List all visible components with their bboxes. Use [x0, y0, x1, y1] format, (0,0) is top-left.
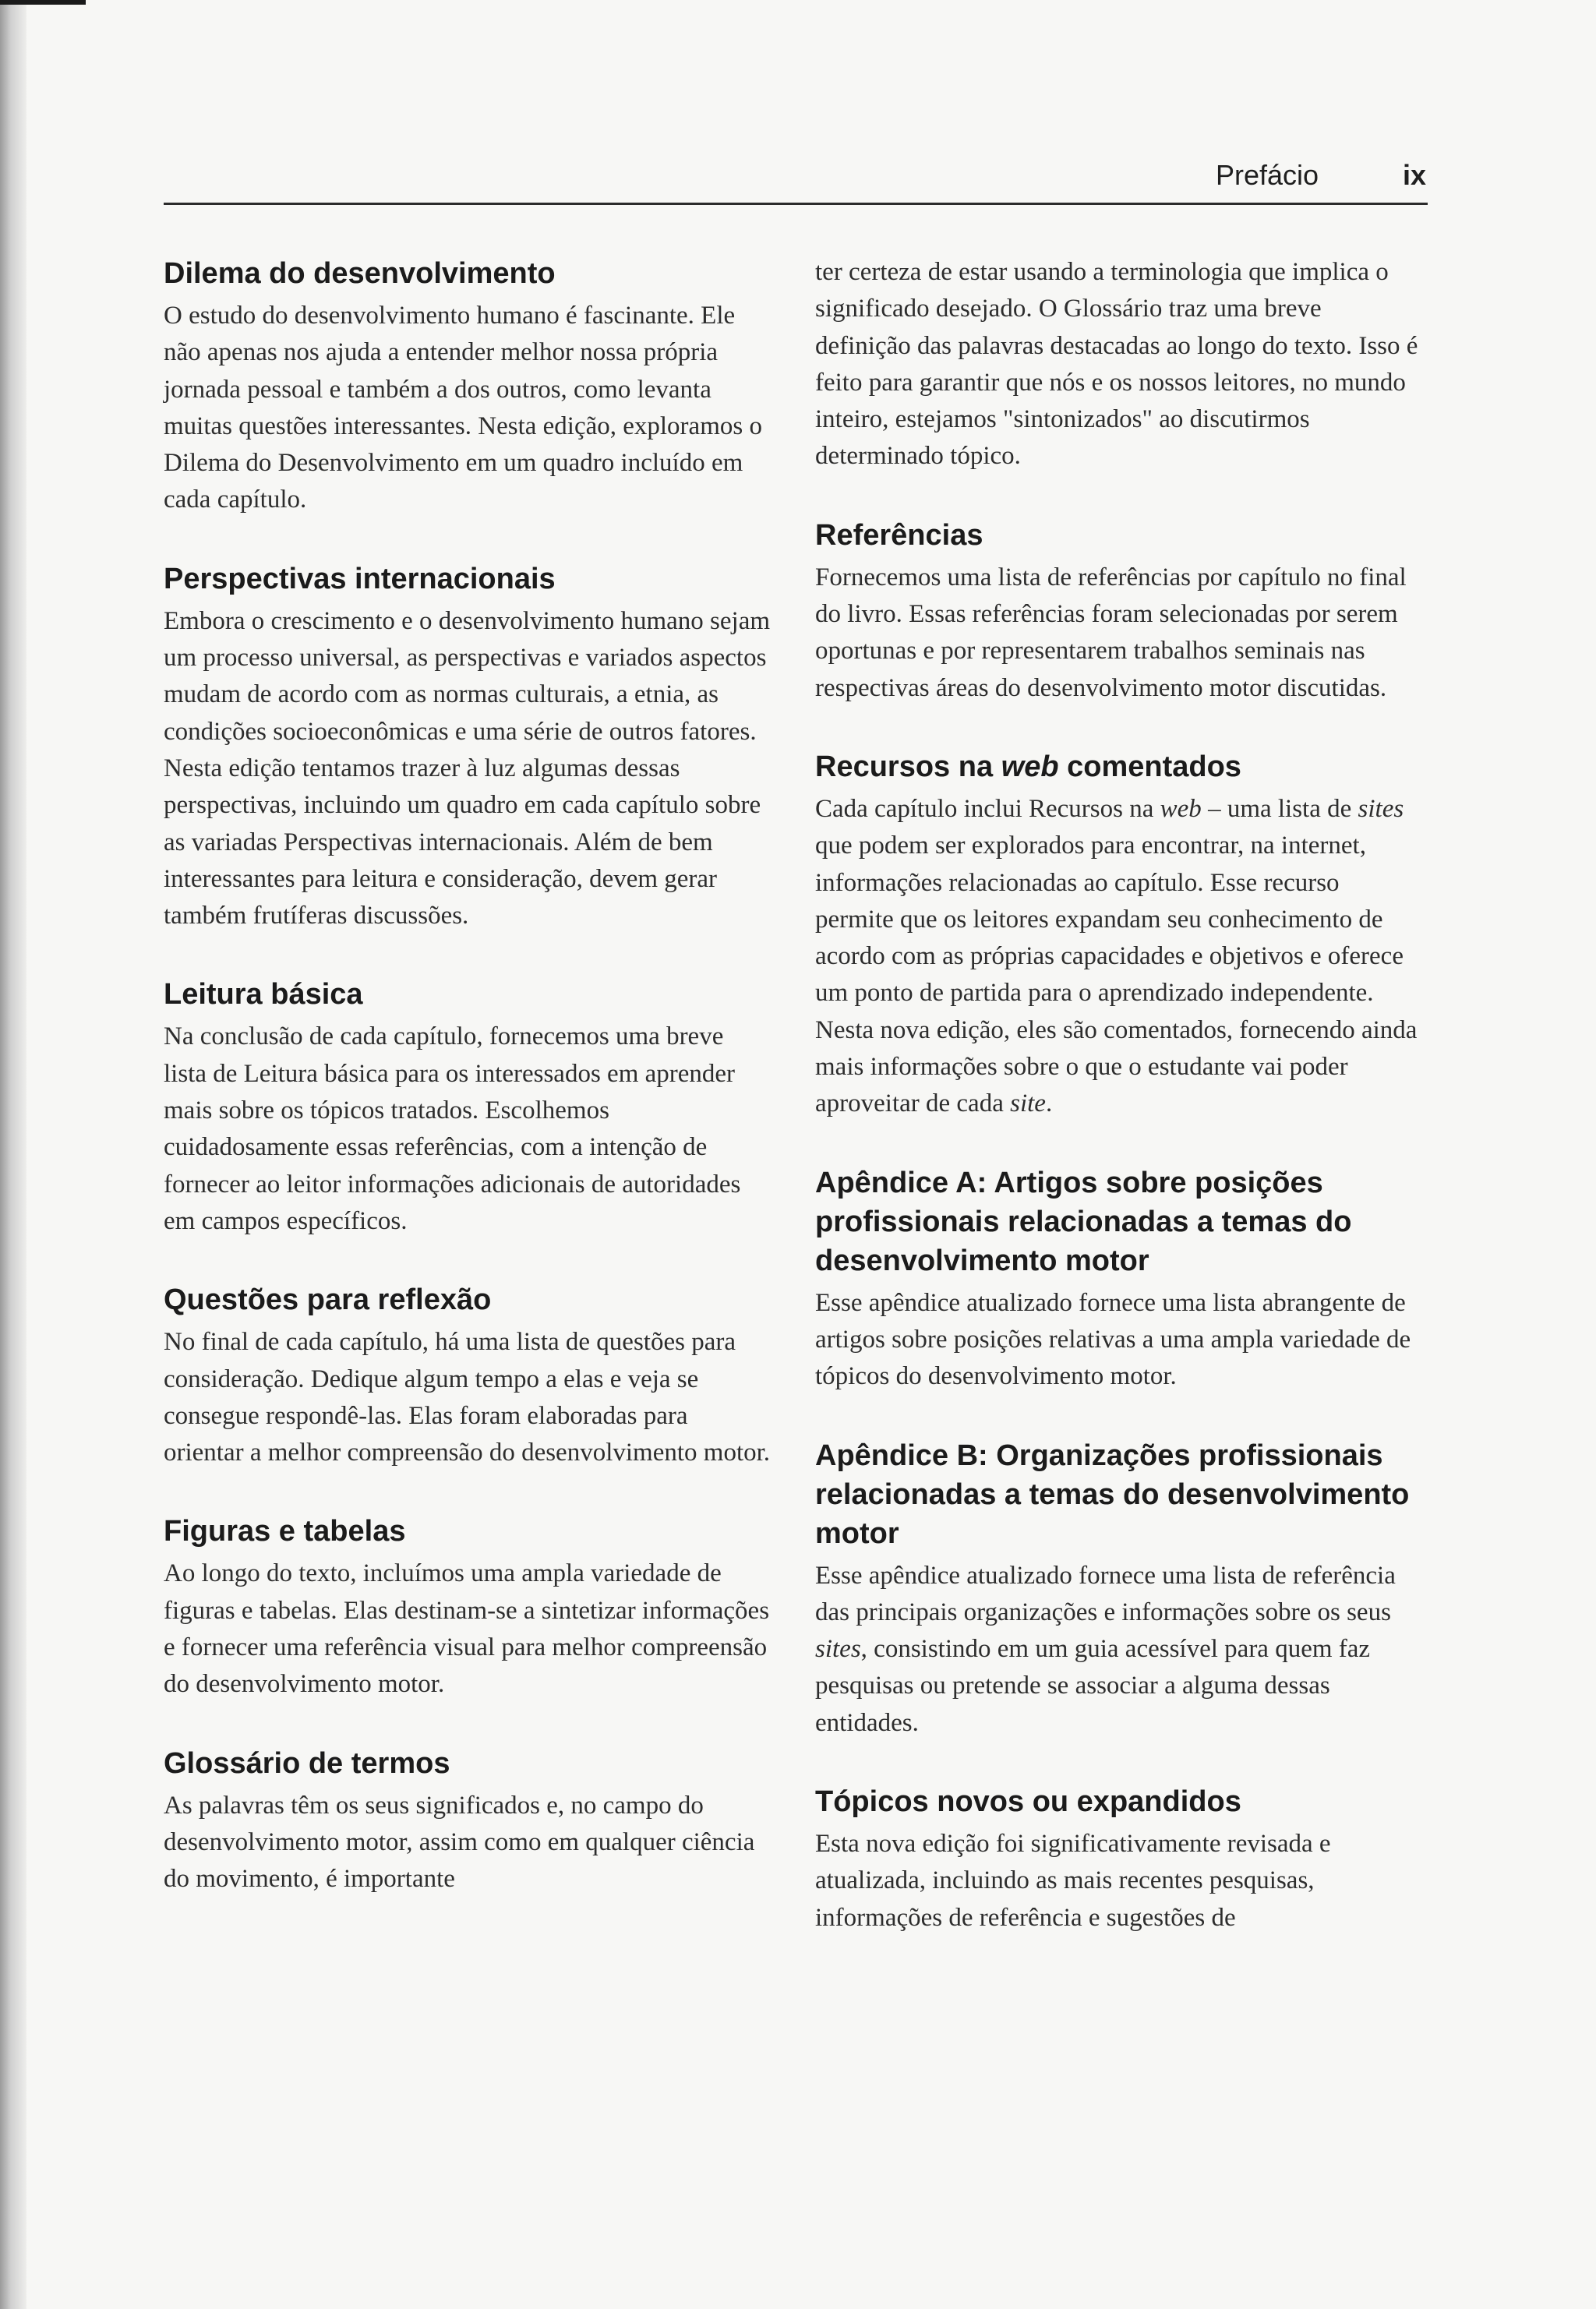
section-heading: Referências [815, 518, 983, 552]
text-part: . [1045, 1089, 1053, 1118]
text-emphasis: site [1010, 1089, 1046, 1118]
left-column [164, 254, 772, 1898]
section-figuras [164, 1512, 772, 1703]
section-text: Ao longo do texto, incluímos uma ampla variedade de figuras e tabelas. Elas destinam-se a sintetizar informações e fornecer uma referência visual para melhor compreensão do desenvolvimento motor. [164, 1559, 770, 1699]
scan-corner-mark [0, 0, 86, 5]
section-heading: Dilema do desenvolvimento [164, 257, 556, 290]
text-part: Esse apêndice atualizado fornece uma lista de referência das principais organizações e informações sobre os seus [815, 1561, 1396, 1626]
text-part: Cada capítulo inclui Recursos na [815, 794, 1160, 823]
section-referencias [815, 516, 1423, 707]
running-head [1216, 159, 1426, 198]
section-heading: Leitura básica [164, 978, 363, 1012]
right-column [815, 254, 1423, 1937]
scan-shadow-edge [0, 0, 26, 2309]
section-glossario [164, 1744, 772, 1898]
section-apendice-a [815, 1163, 1423, 1396]
continuation-text: ter certeza de estar usando a terminologia que implica o significado desejado. O Glossário traz uma breve definição das palavras destacadas ao longo do texto. Isso é feito para garantir que nós e os nossos leitores, no mundo inteiro, estejamos "sintonizados" ao discutirmos determinado tópico. [815, 258, 1418, 471]
text-part: que podem ser explorados para encontrar, na internet, informações relacionadas ao capítulo. Esse recurso permite que os leitores expandam seu conhecimento de acordo com as próprias capacidades e objetivos e oferece um ponto de partida para o aprendizado independente. Nesta nova edição, eles são comentados, fornecendo ainda mais informações sobre o que o estudante vai poder aproveitar de cada [815, 831, 1418, 1118]
section-text: O estudo do desenvolvimento humano é fascinante. Ele não apenas nos ajuda a entender melhor nossa própria jornada pessoal e também a dos outros, como levanta muitas questões interessantes. Nesta edição, exploramos o Dilema do Desenvolvimento em um quadro incluído em cada capítulo. [164, 302, 762, 514]
section-leitura-basica [164, 975, 772, 1240]
section-topicos-novos [815, 1782, 1423, 1937]
section-heading: Apêndice A: Artigos sobre posições profissionais relacionadas a temas do desenvolvimento motor [815, 1166, 1352, 1277]
running-head-title: Prefácio [1216, 159, 1319, 191]
section-text: Fornecemos uma lista de referências por capítulo no final do livro. Essas referências foram selecionadas por serem oportunas e por representarem trabalhos seminais nas respectivas áreas do desenvolvimento motor discutidas. [815, 563, 1407, 702]
section-text: Embora o crescimento e o desenvolvimento humano sejam um processo universal, as perspectivas e variados aspectos mudam de acordo com as normas culturais, a etnia, as condições socioeconômicas e uma série de outros fatores. Nesta edição tentamos trazer à luz algumas dessas perspectivas, incluindo um quadro em cada capítulo sobre as variadas Perspectivas internacionais. Além de bem interessantes para leitura e consideração, devem gerar também frutíferas discussões. [164, 606, 771, 930]
text-emphasis: sites [1358, 794, 1404, 823]
section-recursos-web [815, 747, 1423, 1123]
section-heading [815, 747, 1423, 786]
section-heading: Glossário de termos [164, 1746, 450, 1780]
section-heading: Apêndice B: Organizações profissionais relacionadas a temas do desenvolvimento motor [815, 1439, 1410, 1550]
section-text [815, 791, 1423, 1123]
section-heading: Figuras e tabelas [164, 1515, 406, 1548]
text-emphasis: web [1160, 794, 1202, 823]
section-text: Na conclusão de cada capítulo, fornecemos uma breve lista de Leitura básica para os interessados em aprender mais sobre os tópicos tratados. Escolhemos cuidadosamente essas referências, com a intenção de fornecer ao leitor informações adicionais de autoridades em campos específicos. [164, 1022, 741, 1235]
section-text: As palavras têm os seus significados e, no campo do desenvolvimento motor, assim como em qualquer ciência do movimento, é importante [164, 1791, 755, 1894]
section-perspectivas [164, 560, 772, 935]
header-rule [164, 203, 1428, 205]
section-dilema [164, 254, 772, 519]
text-part: , consistindo em um guia acessível para quem faz pesquisas ou pretende se associar a alguma dessas entidades. [815, 1635, 1371, 1737]
section-text [815, 1558, 1423, 1742]
section-apendice-b [815, 1436, 1423, 1742]
section-heading: Questões para reflexão [164, 1283, 492, 1317]
heading-emphasis: web [1001, 750, 1059, 783]
section-heading: Perspectivas internacionais [164, 562, 556, 595]
heading-part: comentados [1058, 750, 1241, 783]
section-questoes [164, 1280, 772, 1471]
text-part: – uma lista de [1201, 794, 1358, 823]
page-number: ix [1402, 159, 1426, 191]
section-text: No final de cada capítulo, há uma lista de questões para consideração. Dedique algum tempo a elas e veja se consegue respondê-las. Elas foram elaboradas para orientar a melhor compreensão do desenvolvimento motor. [164, 1328, 771, 1467]
heading-part: Recursos na [815, 750, 1001, 783]
section-heading: Tópicos novos ou expandidos [815, 1785, 1241, 1819]
text-emphasis: sites [815, 1635, 861, 1664]
section-text: Esta nova edição foi significativamente revisada e atualizada, incluindo as mais recentes pesquisas, informações de referência e sugestões de [815, 1830, 1331, 1932]
section-text: Esse apêndice atualizado fornece uma lista abrangente de artigos sobre posições relativas a uma ampla variedade de tópicos do desenvolvimento motor. [815, 1288, 1411, 1391]
